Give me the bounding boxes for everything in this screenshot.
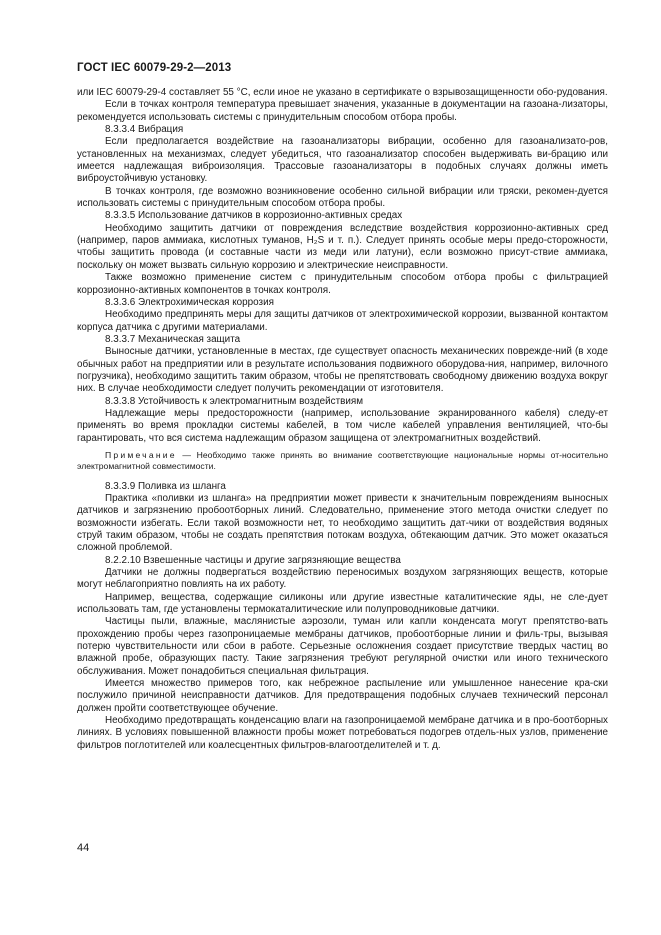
- paragraph: Частицы пыли, влажные, маслянистые аэрозоли, туман или капли конденсата могут препятство-вать прохождению пробы через газопроницаемые мембраны датчиков, пробоотборные линии и филь-тры, вызывая потерю чувствительности или сбои в работе. Серьезные осложнения создает присутствие твердых частиц во влажной пробе, образующих пасту. Такие загрязнения требуют регулярной очистки или иного технического обслуживания. Может понадобиться специальная фильтрация.: [77, 616, 608, 677]
- paragraph: Необходимо предпринять меры для защиты датчиков от электрохимической коррозии, вызванной контактом корпуса датчика с другими материалами.: [77, 309, 608, 333]
- note-text: — Необходимо также принять во внимание соответствующие национальные нормы от-носительно электромагнитной совместимости.: [77, 449, 608, 472]
- section-heading: 8.3.3.8 Устойчивость к электромагнитным воздействиям: [105, 395, 364, 407]
- standard-header: ГОСТ IEC 60079-29-2—2013: [77, 62, 232, 74]
- note-label: Примечание: [105, 449, 177, 460]
- document-body: [77, 87, 608, 752]
- section-heading: 8.3.3.4 Вибрация: [105, 124, 184, 136]
- paragraph: В точках контроля, где возможно возникновение особенно сильной вибрации или тряски, рекомен-дуется использовать системы с принудительным способом отбора пробы.: [77, 185, 608, 210]
- paragraph: Практика «поливки из шланга» на предприятии может привести к значительным повреждениям выносных датчиков и загрязнению пробоотборных линий. Следовательно, применение этого метода очистки следует по возможности избегать. Если такой возможности нет, то необходимо защитить дат-чики от воздействия водяных струй таким образом, чтобы не создать препятствия потокам воздуха, обтекающим датчик. Это может оказаться сложной проблемой.: [77, 492, 608, 554]
- paragraph: Также возможно применение систем с принудительным способом отбора пробы с фильтрацией коррозионно-активных компонентов в точках контроля.: [77, 272, 608, 296]
- paragraph: Например, вещества, содержащие силиконы или другие известные каталитические яды, не сле-дует использовать там, где установлены термокаталитические или полупроводниковые датчики.: [77, 591, 608, 615]
- page-number: 44: [77, 842, 90, 854]
- section-heading: 8.3.3.6 Электрохимическая коррозия: [105, 296, 274, 308]
- paragraph: Если в точках контроля температура превышает значения, указанные в документации на газоана-лизаторы, рекомендуется использовать системы с принудительным способом отбора пробы.: [77, 99, 608, 123]
- paragraph-continuation: или IEC 60079-29-4 составляет 55 °C, если иное не указано в сертификате о взрывозащищенности обо-рудования.: [77, 87, 608, 98]
- paragraph: Датчики не должны подвергаться воздействию переносимых воздухом загрязняющих веществ, которые могут неблагоприятно повлиять на их работу.: [77, 566, 608, 591]
- section-heading: 8.3.3.5 Использование датчиков в коррозионно-активных средах: [105, 210, 403, 222]
- paragraph: Надлежащие меры предосторожности (например, использование экранированного кабеля) следу-ет применять во время прокладки системы кабелей, в том числе кабелей управления вентиляцией, что-бы гарантировать, что вся система надлежащим образом защищена от электромагнитных воздействий.: [77, 407, 608, 444]
- paragraph: Имеется множество примеров того, как небрежное распыление или умышленное нанесение кра-ски послужило причиной неисправности датчиков. Для предотвращения подобных случаев технический персонал должен пройти соответствующее обучение.: [77, 678, 608, 714]
- paragraph: Выносные датчики, установленные в местах, где существует опасность механических поврежде-ний (в ходе обычных работ на предприятии или в результате использования подвижного оборудова-ния, например, вилочного погрузчика), необходимо защитить таким образом, чтобы не препятствовать свободному движению воздуха вокруг них. В случае необходимости следует получить рекомендации от изготовителя.: [77, 346, 608, 395]
- section-heading: 8.3.3.9 Поливка из шланга: [105, 480, 226, 492]
- note: [77, 450, 608, 473]
- section-heading: 8.3.3.7 Механическая защита: [105, 333, 241, 345]
- paragraph: Если предполагается воздействие на газоанализаторы вибрации, особенно для газоанализато-ров, установленных на механизмах, следует убедиться, что газоанализатор способен выдерживать ви-брацию или имеется надлежащая виброизоляция. Трассовые газоанализаторы в подобных случаях должны иметь виброустойчивую установку.: [77, 136, 608, 185]
- section-heading: 8.2.2.10 Взвешенные частицы и другие загрязняющие вещества: [105, 554, 401, 566]
- paragraph: Необходимо защитить датчики от повреждения вследствие воздействия коррозионно-активных сред (например, паров аммиака, кислотных туманов, H₂S и т. п.). Следует принять особые меры предо-сторожности, чтобы защитить провода (и составные части из меди или латуни), если возможно присут-ствие аммиака, поскольку он может вызвать сильную коррозию и электрические неисправности.: [77, 222, 608, 271]
- paragraph: Необходимо предотвращать конденсацию влаги на газопроницаемой мембране датчика и в про-боотборных линиях. В условиях повышенной влажности пробы может потребоваться подогрев отдель-ных узлов, применение фильтров поглотителей или коалесцентных фильтров-влагоотделителей и т. д.: [77, 715, 608, 751]
